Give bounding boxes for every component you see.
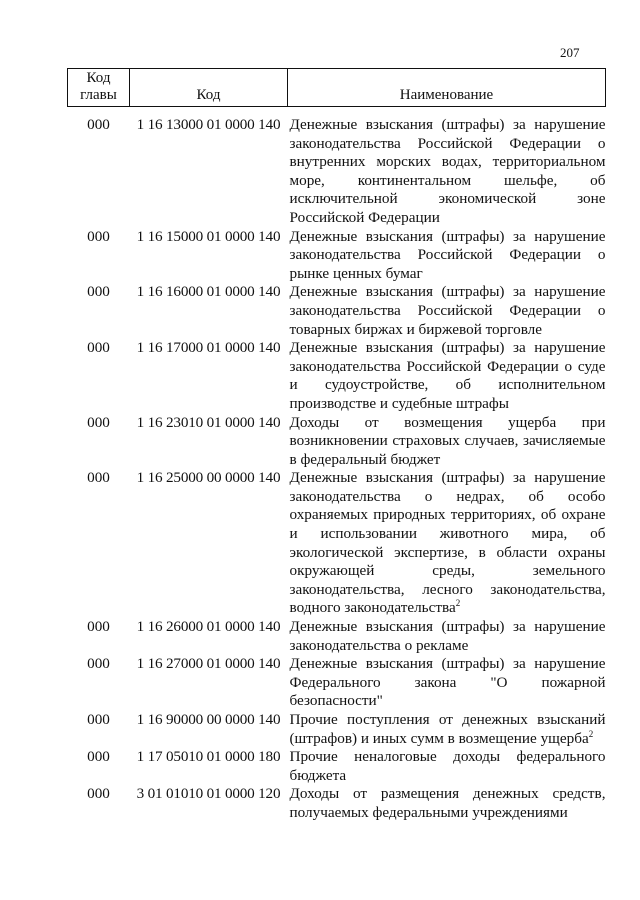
name-text: Доходы от возмещения ущерба при возникновении страховых случаев, зачисляемые в федеральный бюджет <box>289 413 606 468</box>
chapter-code-cell: 000 <box>87 655 110 673</box>
table-row <box>68 228 606 284</box>
name-cell <box>288 748 606 785</box>
revenue-code-table <box>67 68 606 823</box>
table-header-row <box>68 69 606 107</box>
chapter-code-cell: 000 <box>87 116 110 133</box>
code-cell: 1 16 26000 01 0000 140 <box>136 618 281 636</box>
table-body <box>68 107 606 823</box>
code-cell: 1 16 90000 00 0000 140 <box>136 711 281 728</box>
name-cell <box>288 339 606 413</box>
code-cell: 1 16 17000 01 0000 140 <box>136 339 281 357</box>
name-text: Денежные взыскания (штрафы) за нарушение законодательства Российской Федерации о внутренних морских водах, территориальном море, континентальном шельфе, об исключительной экономической зоне Российской Федерации <box>289 116 606 226</box>
name-text: Денежные взыскания (штрафы) за нарушение законодательства о недрах, об особо охраняемых природных территориях, об охране и использовании животного мира, об экологической экспертизе, в области охраны окружающей среды, земельного законодательства, лесного законодательства, водного законодательства <box>289 469 606 617</box>
chapter-code-cell: 000 <box>87 227 110 245</box>
chapter-code-cell: 000 <box>87 711 110 728</box>
table-row <box>68 469 606 618</box>
table-row <box>68 107 606 228</box>
chapter-code-cell: 000 <box>87 469 110 487</box>
name-cell <box>288 785 606 822</box>
name-cell <box>288 469 606 618</box>
table-row <box>68 748 606 785</box>
name-cell <box>288 228 606 284</box>
header-chapter-code: Код главы <box>68 69 130 107</box>
table-row <box>68 283 606 339</box>
code-cell: 1 16 16000 01 0000 140 <box>136 283 281 301</box>
table-row <box>68 785 606 822</box>
name-text: Денежные взыскания (штрафы) за нарушение законодательства о рекламе <box>289 618 606 654</box>
code-cell: 1 17 05010 01 0000 180 <box>136 748 281 766</box>
code-cell: 1 16 13000 01 0000 140 <box>136 116 281 133</box>
name-text: Денежные взыскания (штрафы) за нарушение законодательства Российской Федерации о товарных биржах и биржевой торговле <box>289 283 606 338</box>
name-cell <box>288 655 606 711</box>
table-row <box>68 711 606 748</box>
table-row <box>68 618 606 655</box>
code-cell: 1 16 25000 00 0000 140 <box>136 469 281 487</box>
name-cell <box>288 711 606 748</box>
chapter-code-cell: 000 <box>87 748 110 766</box>
chapter-code-cell: 000 <box>87 785 110 803</box>
code-cell: 1 16 15000 01 0000 140 <box>136 227 281 245</box>
header-name: Наименование <box>288 69 606 107</box>
name-text: Денежные взыскания (штрафы) за нарушение законодательства Российской Федерации о рынке ценных бумаг <box>289 227 606 282</box>
code-cell: 1 16 23010 01 0000 140 <box>136 413 281 431</box>
chapter-code-cell: 000 <box>87 283 110 301</box>
footnote-marker: 2 <box>588 728 594 739</box>
name-cell <box>288 283 606 339</box>
name-text: Прочие поступления от денежных взысканий (штрафов) и иных сумм в возмещение ущерба <box>289 711 606 747</box>
table-row <box>68 655 606 711</box>
name-cell <box>288 414 606 470</box>
name-cell <box>288 618 606 655</box>
chapter-code-cell: 000 <box>87 413 110 431</box>
table-row <box>68 414 606 470</box>
chapter-code-cell: 000 <box>87 339 110 357</box>
name-text: Денежные взыскания (штрафы) за нарушение законодательства Российской Федерации о суде и судоустройстве, об исполнительном производстве и судебные штрафы <box>289 339 606 412</box>
table-row <box>68 339 606 413</box>
name-cell <box>288 107 606 228</box>
header-code: Код <box>130 69 288 107</box>
footnote-marker: 2 <box>455 598 461 609</box>
name-text: Доходы от размещения денежных средств, получаемых федеральными учреждениями <box>289 785 606 821</box>
code-cell: 1 16 27000 01 0000 140 <box>136 655 281 673</box>
name-text: Прочие неналоговые доходы федерального бюджета <box>289 748 606 784</box>
code-cell: 3 01 01010 01 0000 120 <box>136 785 281 803</box>
name-text: Денежные взыскания (штрафы) за нарушение Федерального закона "О пожарной безопасности" <box>289 655 606 710</box>
chapter-code-cell: 000 <box>87 618 110 636</box>
page-number: 207 <box>560 45 580 60</box>
